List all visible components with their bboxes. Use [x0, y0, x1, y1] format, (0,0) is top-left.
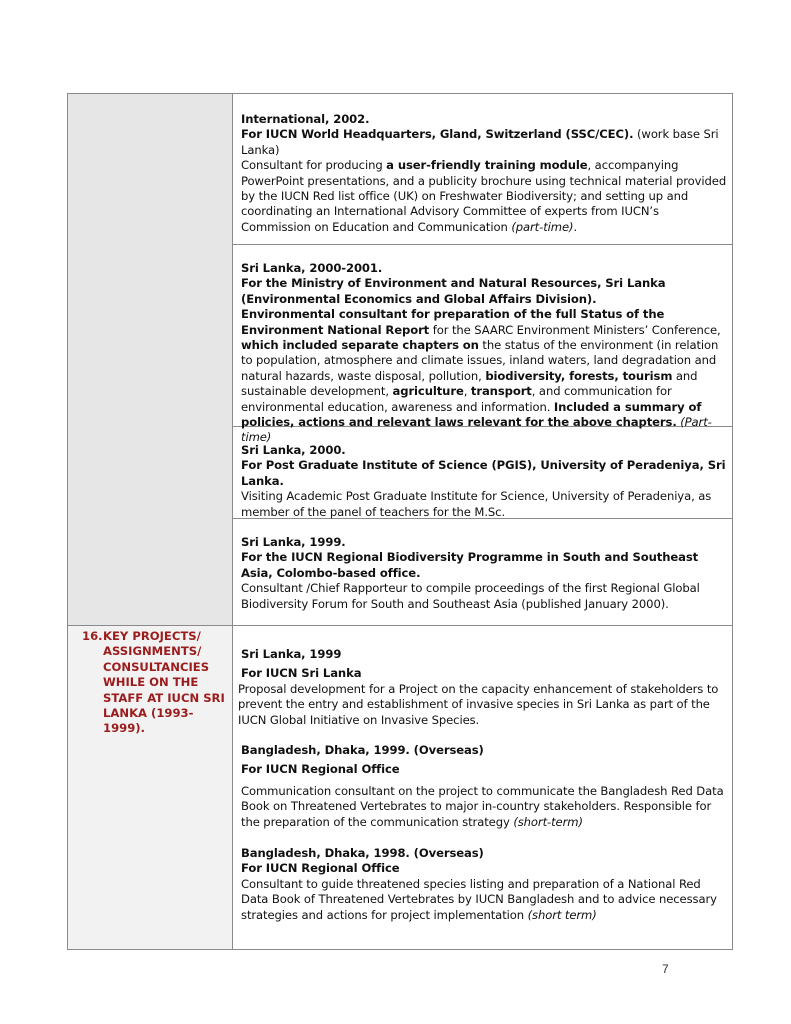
- desc-bold: a user-friendly training module: [386, 158, 588, 173]
- entry-org: For IUCN Regional Office: [241, 861, 400, 876]
- section-heading-16: [82, 629, 232, 737]
- entry-description: Proposal development for a Project on the capacity enhancement of stakeholders to prevent the entry and establishment of invasive species in Sri Lanka as part of the IUCN Global Initiative on Invasive Species.: [238, 681, 719, 727]
- heading-line: LANKA (1993-1999).: [103, 706, 194, 736]
- entry-sri-lanka-2000: [241, 443, 727, 520]
- desc-text: Communication consultant on the project to communicate the Bangladesh Red Data Book on Threatened Vertebrates to major in-country stakeholders. Responsible for the preparation of the communication strategy: [241, 783, 724, 829]
- entry-sri-lanka-1999-regional: [241, 535, 727, 612]
- entry-org: For the IUCN Regional Biodiversity Programme in South and Southeast Asia, Colombo-based office.: [241, 550, 699, 580]
- desc-text: the status of the environment (in relation to population, atmosphere and climate issues, inland waters, land degradation and natural hazards, waste disposal, pollution,: [241, 338, 719, 383]
- entry-international-2002: [241, 112, 727, 235]
- desc-text: for the SAARC Environment Ministers’ Conference,: [429, 322, 721, 337]
- page-number: 7: [662, 962, 669, 976]
- entry-description: [241, 307, 727, 446]
- entry-header: Sri Lanka, 2000.: [241, 443, 346, 457]
- section-number: 16.: [82, 629, 103, 643]
- entry-description: Visiting Academic Post Graduate Institute for Science, University of Peradeniya, as member of the panel of teachers for the M.Sc.: [241, 489, 712, 519]
- desc-text: , and communication for environmental education, awareness and information.: [241, 384, 672, 414]
- entry-header: Sri Lanka, 1999: [241, 647, 342, 661]
- entry-header: Sri Lanka, 2000-2001.: [241, 261, 383, 275]
- entry-org: For IUCN World Headquarters, Gland, Switzerland (SSC/CEC).: [241, 127, 634, 142]
- entry-header: Bangladesh, Dhaka, 1998. (Overseas): [241, 846, 484, 860]
- entry-bangladesh-1998: [241, 846, 727, 923]
- entry-org: For IUCN Regional Office: [241, 762, 400, 777]
- desc-text: .: [573, 219, 578, 234]
- desc-bold: Included a summary of policies, actions and relevant laws relevant for the above chapters.: [241, 399, 702, 430]
- desc-italic: (short term): [527, 907, 597, 922]
- heading-line: STAFF AT IUCN SRI: [103, 690, 225, 705]
- entry-description: Consultant /Chief Rapporteur to compile proceedings of the first Regional Global Biodiversity Forum for South and Southeast Asia (published January 2000).: [241, 581, 700, 611]
- entry-header: International, 2002.: [241, 112, 370, 126]
- heading-line: WHILE ON THE: [103, 675, 199, 690]
- desc-bold: which included separate chapters on: [241, 338, 479, 353]
- heading-line: ASSIGNMENTS/: [103, 644, 202, 659]
- entry-sri-lanka-2000-2001: [241, 261, 727, 446]
- desc-text: Consultant for producing: [241, 158, 387, 173]
- entry-bangladesh-1999: [241, 743, 727, 830]
- entry-header: Sri Lanka, 1999.: [241, 535, 346, 549]
- cv-table: [67, 93, 733, 950]
- section-divider: [68, 625, 732, 626]
- heading-line: KEY PROJECTS/: [103, 629, 201, 643]
- entry-org-note: (work base Sri Lanka): [241, 127, 719, 157]
- desc-text: Consultant to guide threatened species listing and preparation of a National Red Data Book of Threatened Vertebrates by IUCN Bangladesh and to advice necessary strategies and actions for project implementation: [241, 876, 717, 922]
- desc-italic: (Part-time): [241, 415, 712, 445]
- left-cell-empty: [68, 94, 233, 625]
- desc-italic: (part-time): [511, 219, 574, 234]
- entry-description: [241, 158, 727, 235]
- entry-org: For IUCN Sri Lanka: [241, 666, 362, 681]
- desc-bold: transport: [470, 384, 532, 399]
- desc-italic: (short-term): [513, 814, 583, 829]
- entry-org: For Post Graduate Institute of Science (PGIS), University of Peradeniya, Sri Lanka.: [241, 458, 726, 488]
- row-divider: [233, 244, 732, 245]
- desc-text: ,: [463, 384, 471, 399]
- desc-text: and sustainable development,: [241, 368, 698, 399]
- entry-org: For the Ministry of Environment and Natural Resources, Sri Lanka: [241, 276, 666, 291]
- heading-line: CONSULTANCIES: [103, 659, 210, 674]
- entry-iucn-sri-lanka-1999: [238, 647, 724, 728]
- desc-text: , accompanying PowerPoint presentations, and a publicity brochure using technical material provided by the IUCN Red list office (UK) on Freshwater Biodiversity; and setting up and coordinating an International Advisory Committee of experts from IUCN’s Commission on Education and Communication: [241, 158, 727, 234]
- entry-description: [241, 784, 727, 830]
- entry-description: [241, 877, 727, 923]
- entry-header: Bangladesh, Dhaka, 1999. (Overseas): [241, 743, 484, 757]
- desc-bold: Environmental consultant for preparation of the full Status of the Environment National Report: [241, 307, 665, 337]
- desc-bold: biodiversity, forests, tourism: [485, 368, 673, 383]
- desc-bold: agriculture: [392, 384, 464, 399]
- entry-org-division: (Environmental Economics and Global Affairs Division).: [241, 291, 597, 306]
